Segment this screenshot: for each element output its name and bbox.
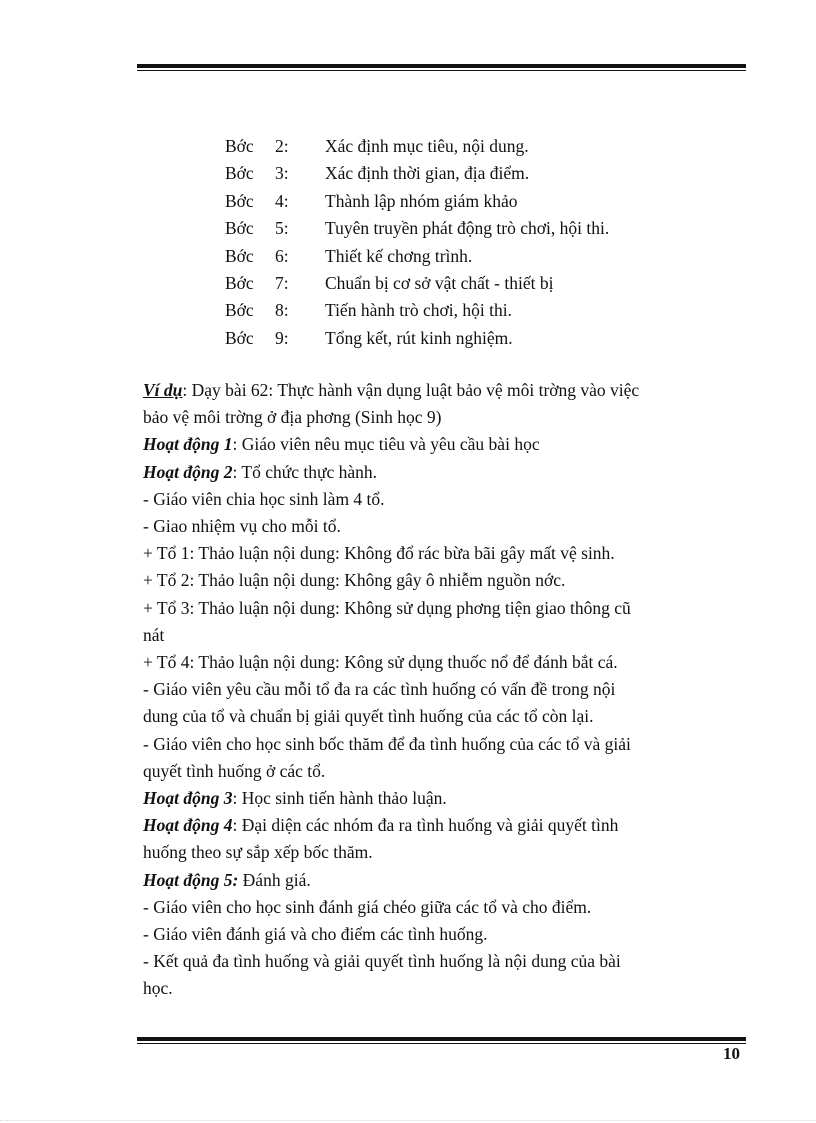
step-row: Bớc 7: Chuẩn bị cơ sở vật chất - thiết bị	[225, 272, 554, 293]
body-line: + Tổ 2: Thảo luận nội dung: Không gây ô nhiễm nguồn nớc.	[143, 570, 566, 591]
activity-3-label: Hoạt động 3	[143, 788, 233, 809]
steps-list	[225, 133, 609, 352]
step-row: Bớc 2: Xác định mục tiêu, nội dung.	[225, 136, 529, 156]
body-line: - Giáo viên chia học sinh làm 4 tổ.	[143, 488, 385, 509]
activity-3: Hoạt động 3: Học sinh tiến hành thảo luận.	[143, 788, 447, 809]
step-row: Bớc 8: Tiến hành trò chơi, hội thi.	[225, 300, 513, 321]
body-line: - Giao nhiệm vụ cho mỗi tổ.	[143, 516, 341, 537]
step-row: Bớc 3: Xác định thời gian, địa điểm.	[225, 163, 530, 184]
body-line: - Giáo viên yêu cầu mỗi tổ đa ra các tình huống có vấn đề trong nội	[143, 679, 616, 700]
body-line: - Giáo viên đánh giá và cho điểm các tình huống.	[143, 924, 488, 945]
example-line-2: bảo vệ môi trờng ở địa phơng (Sinh học 9)	[143, 407, 442, 428]
example-line: Ví dụ: Dạy bài 62: Thực hành vận dụng luật bảo vệ môi trờng vào việc	[143, 380, 640, 400]
body-line: quyết tình huống ở các tổ.	[143, 760, 326, 781]
activity-4: Hoạt động 4: Đại diện các nhóm đa ra tình huống và giải quyết tình	[143, 815, 619, 836]
step-row: Bớc 6: Thiết kế chơng trình.	[225, 245, 473, 266]
activity-5-label: Hoạt động 5:	[143, 869, 239, 890]
footer-rule	[137, 1037, 746, 1044]
body-line: học.	[143, 978, 173, 999]
step-row: Bớc 9: Tổng kết, rút kinh nghiệm.	[225, 327, 513, 348]
body-line: - Kết quả đa tình huống và giải quyết tình huống là nội dung của bài	[143, 951, 621, 972]
body-line: - Giáo viên cho học sinh bốc thăm để đa tình huống của các tổ và giải	[143, 733, 631, 754]
step-row: Bớc 5: Tuyên truyền phát động trò chơi, hội thi.	[225, 218, 610, 239]
header-rule	[137, 64, 746, 71]
body-line: + Tổ 1: Thảo luận nội dung: Không đổ rác bừa bãi gây mất vệ sinh.	[143, 543, 615, 564]
activity-5: Hoạt động 5: Đánh giá.	[143, 869, 311, 890]
body-text	[143, 377, 746, 1003]
body-line: - Giáo viên cho học sinh đánh giá chéo giữa các tổ và cho điểm.	[143, 896, 592, 917]
activity-4-label: Hoạt động 4	[143, 815, 233, 836]
body-line: huống theo sự sắp xếp bốc thăm.	[143, 842, 373, 863]
activity-1: Hoạt động 1: Giáo viên nêu mục tiêu và yêu cầu bài học	[143, 434, 540, 455]
activity-1-label: Hoạt động 1	[143, 434, 233, 455]
example-label: Ví dụ	[143, 380, 183, 400]
page-edge-divider	[0, 1120, 816, 1121]
page-number: 10	[723, 1044, 740, 1063]
body-line: dung của tổ và chuẩn bị giải quyết tình huống của các tổ còn lại.	[143, 706, 594, 727]
body-line: + Tổ 4: Thảo luận nội dung: Kông sử dụng thuốc nổ để đánh bắt cá.	[143, 652, 618, 673]
activity-2: Hoạt động 2: Tổ chức thực hành.	[143, 461, 377, 482]
body-line: nát	[143, 624, 165, 645]
body-line: + Tổ 3: Thảo luận nội dung: Không sử dụng phơng tiện giao thông cũ	[143, 597, 631, 618]
step-row: Bớc 4: Thành lập nhóm giám khảo	[225, 190, 518, 211]
activity-2-label: Hoạt động 2	[143, 461, 233, 482]
